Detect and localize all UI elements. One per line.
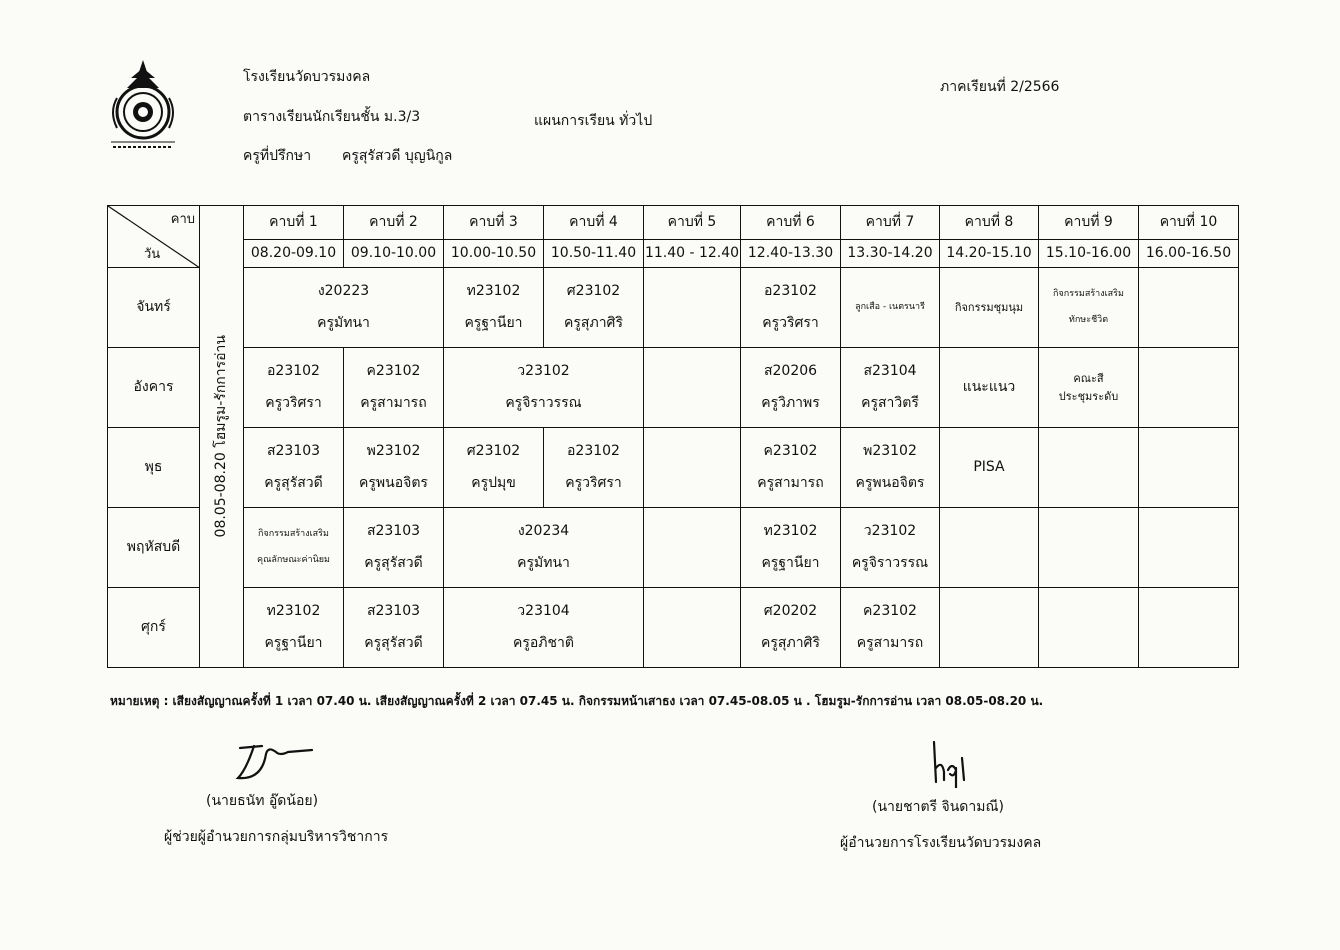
corner-period-label: คาบ <box>170 212 195 227</box>
subject-code: ว23102 <box>863 523 917 539</box>
teacher-name: ครูพนอจิตร <box>855 474 925 491</box>
advisor-label: ครูที่ปรึกษา <box>243 148 312 164</box>
class-cell <box>741 508 841 588</box>
subject-code: ค23102 <box>863 603 917 619</box>
right-signature <box>924 738 974 788</box>
period-header: คาบที่ 4 <box>544 206 644 240</box>
teacher-name: ครูมัทนา <box>517 554 570 571</box>
subject-code: ว23104 <box>517 603 570 619</box>
left-signer-title: ผู้ช่วยผู้อำนวยการกลุ่มบริหารวิชาการ <box>164 829 389 845</box>
class-cell <box>344 588 444 668</box>
period-time: 08.20-09.10 <box>244 240 344 268</box>
day-label: อังคาร <box>108 348 200 428</box>
activity-line: ทักษะชีวิต <box>1068 314 1109 325</box>
empty-cell <box>1139 508 1239 588</box>
class-cell <box>344 428 444 508</box>
subject-code: อ23102 <box>267 363 320 379</box>
activity-cell: กิจกรรมชุมนุม <box>940 268 1039 348</box>
lunch-cell <box>644 428 741 508</box>
class-cell <box>444 268 544 348</box>
subject-code: ส23103 <box>366 523 421 539</box>
class-cell <box>444 428 544 508</box>
period-time: 13.30-14.20 <box>841 240 940 268</box>
subject-code: ส23103 <box>266 443 321 459</box>
teacher-name: ครูฐานียา <box>761 554 820 571</box>
teacher-name: ครูวิภาพร <box>761 394 820 411</box>
activity-line: คุณลักษณะค่านิยม <box>257 554 330 565</box>
empty-cell <box>940 508 1039 588</box>
class-cell <box>344 348 444 428</box>
subject-code: พ23102 <box>366 443 421 459</box>
teacher-name: ครูอภิชาติ <box>513 634 574 651</box>
class-cell <box>841 348 940 428</box>
day-label: พุธ <box>108 428 200 508</box>
school-logo <box>103 58 183 150</box>
activity-line: คณะสี <box>1073 371 1104 385</box>
class-cell <box>841 428 940 508</box>
subject-code: ศ23102 <box>466 443 521 459</box>
day-row-monday <box>108 268 1239 348</box>
teacher-name: ครูสามารถ <box>360 394 427 411</box>
activity-line: กิจกรรมสร้างเสริม <box>258 529 329 540</box>
lunch-cell <box>644 348 741 428</box>
teacher-name: ครูสาวิตรี <box>861 394 919 411</box>
activity-line: กิจกรรมสร้างเสริม <box>1053 289 1124 300</box>
period-time: 09.10-10.00 <box>344 240 444 268</box>
activity-cell: PISA <box>940 428 1039 508</box>
lunch-cell <box>644 268 741 348</box>
day-row-tuesday <box>108 348 1239 428</box>
teacher-name: ครูสามารถ <box>757 474 824 491</box>
timetable <box>107 205 1239 668</box>
class-cell <box>344 508 444 588</box>
subject-code: ศ20202 <box>763 603 818 619</box>
period-time: 12.40-13.30 <box>741 240 841 268</box>
period-time: 16.00-16.50 <box>1139 240 1239 268</box>
period-header: คาบที่ 1 <box>244 206 344 240</box>
left-signer-name: (นายธนัท อู๊ดน้อย) <box>206 793 319 809</box>
subject-code: ท23102 <box>266 603 321 619</box>
period-header: คาบที่ 5 <box>644 206 741 240</box>
empty-cell <box>1139 588 1239 668</box>
class-cell <box>444 348 644 428</box>
lunch-cell <box>644 508 741 588</box>
subject-code: ค23102 <box>366 363 421 379</box>
subject-code: ท23102 <box>763 523 818 539</box>
class-cell <box>444 588 644 668</box>
teacher-name: ครูสามารถ <box>856 634 924 651</box>
day-label: ศุกร์ <box>108 588 200 668</box>
class-cell <box>841 508 940 588</box>
subject-code: ส23103 <box>366 603 421 619</box>
class-cell <box>544 428 644 508</box>
subject-code: ว23102 <box>517 363 570 379</box>
empty-cell <box>1139 268 1239 348</box>
teacher-name: ครูวริศรา <box>762 314 819 331</box>
activity-cell <box>1039 348 1139 428</box>
corner-day-label: วัน <box>144 246 161 262</box>
lunch-cell <box>644 588 741 668</box>
left-signature <box>232 740 316 784</box>
class-cell <box>841 588 940 668</box>
activity-cell <box>1039 268 1139 348</box>
subject-code: อ23102 <box>764 283 817 299</box>
teacher-name: ครูสุรัสวดี <box>364 554 423 571</box>
teacher-name: ครูสุภาศิริ <box>564 314 623 331</box>
right-signer-title: ผู้อำนวยการโรงเรียนวัดบวรมงคล <box>840 835 1042 851</box>
period-time: 10.50-11.40 <box>544 240 644 268</box>
teacher-name: ครูมัทนา <box>317 314 370 331</box>
teacher-name: ครูจิราวรรณ <box>505 394 582 411</box>
activity-cell: แนะแนว <box>940 348 1039 428</box>
class-cell <box>741 428 841 508</box>
advisor-name: ครูสุรัสวดี บุญนิกูล <box>342 148 453 164</box>
teacher-name: ครูวริศรา <box>565 474 622 491</box>
subject-code: ค23102 <box>763 443 818 459</box>
period-header: คาบที่ 10 <box>1139 206 1239 240</box>
subject-code: อ23102 <box>567 443 620 459</box>
remarks-note: หมายเหตุ : เสียงสัญญาณครั้งที่ 1 เวลา 07.40 น. เสียงสัญญาณครั้งที่ 2 เวลา 07.45 น. กิจกรรมหน้าเสาธง เวลา 07.45-08.05 น . โฮมรูม-รักการอ่าน เวลา 08.05-08.20 น. <box>110 694 1044 708</box>
study-plan: แผนการเรียน ทั่วไป <box>534 113 653 129</box>
class-cell <box>244 348 344 428</box>
subject-code: ส20206 <box>763 363 818 379</box>
school-name: โรงเรียนวัดบวรมงคล <box>243 69 371 85</box>
day-row-wednesday <box>108 428 1239 508</box>
class-cell <box>444 508 644 588</box>
subject-code: ง20234 <box>517 523 570 539</box>
subject-code: พ23102 <box>863 443 917 459</box>
period-time: 14.20-15.10 <box>940 240 1039 268</box>
day-label: พฤหัสบดี <box>108 508 200 588</box>
right-signer-name: (นายชาตรี จินดามณี) <box>872 799 1004 815</box>
period-time: 10.00-10.50 <box>444 240 544 268</box>
empty-cell <box>1039 508 1139 588</box>
semester: ภาคเรียนที่ 2/2566 <box>940 79 1060 95</box>
empty-cell <box>1139 428 1239 508</box>
teacher-name: ครูสุรัสวดี <box>364 634 423 651</box>
period-time: 11.40 - 12.40 <box>644 240 741 268</box>
day-row-friday <box>108 588 1239 668</box>
teacher-name: ครูปมุข <box>471 474 516 491</box>
class-cell <box>244 428 344 508</box>
class-cell <box>741 588 841 668</box>
teacher-name: ครูสุภาศิริ <box>761 634 820 651</box>
teacher-name: ครูวริศรา <box>265 394 322 411</box>
class-cell <box>741 348 841 428</box>
subject-code: ส23104 <box>863 363 917 379</box>
teacher-name: ครูสุรัสวดี <box>264 474 323 491</box>
corner-cell <box>108 206 200 268</box>
activity-cell <box>244 508 344 588</box>
teacher-name: ครูพนอจิตร <box>359 474 428 491</box>
homeroom-cell <box>200 206 244 668</box>
empty-cell <box>1139 348 1239 428</box>
period-header: คาบที่ 7 <box>841 206 940 240</box>
subject-code: ง20223 <box>317 283 370 299</box>
activity-line: ประชุมระดับ <box>1058 389 1119 403</box>
homeroom-label: 08.05-08.20 โฮมรูม-รักการอ่าน <box>212 335 229 538</box>
subject-code: ศ23102 <box>566 283 621 299</box>
period-time: 15.10-16.00 <box>1039 240 1139 268</box>
teacher-name: ครูฐานียา <box>264 634 323 651</box>
class-cell <box>244 588 344 668</box>
class-cell <box>244 268 444 348</box>
subject-code: ท23102 <box>466 283 521 299</box>
empty-cell <box>940 588 1039 668</box>
teacher-name: ครูจิราวรรณ <box>851 554 929 571</box>
empty-cell <box>1039 588 1139 668</box>
period-header: คาบที่ 8 <box>940 206 1039 240</box>
period-header: คาบที่ 9 <box>1039 206 1139 240</box>
teacher-name: ครูฐานียา <box>464 314 523 331</box>
day-label: จันทร์ <box>108 268 200 348</box>
period-header: คาบที่ 6 <box>741 206 841 240</box>
activity-cell: ลูกเสือ - เนตรนารี <box>841 268 940 348</box>
empty-cell <box>1039 428 1139 508</box>
class-title: ตารางเรียนนักเรียนชั้น ม.3/3 <box>243 109 421 125</box>
class-cell <box>741 268 841 348</box>
period-header: คาบที่ 2 <box>344 206 444 240</box>
day-row-thursday <box>108 508 1239 588</box>
class-cell <box>544 268 644 348</box>
period-header: คาบที่ 3 <box>444 206 544 240</box>
